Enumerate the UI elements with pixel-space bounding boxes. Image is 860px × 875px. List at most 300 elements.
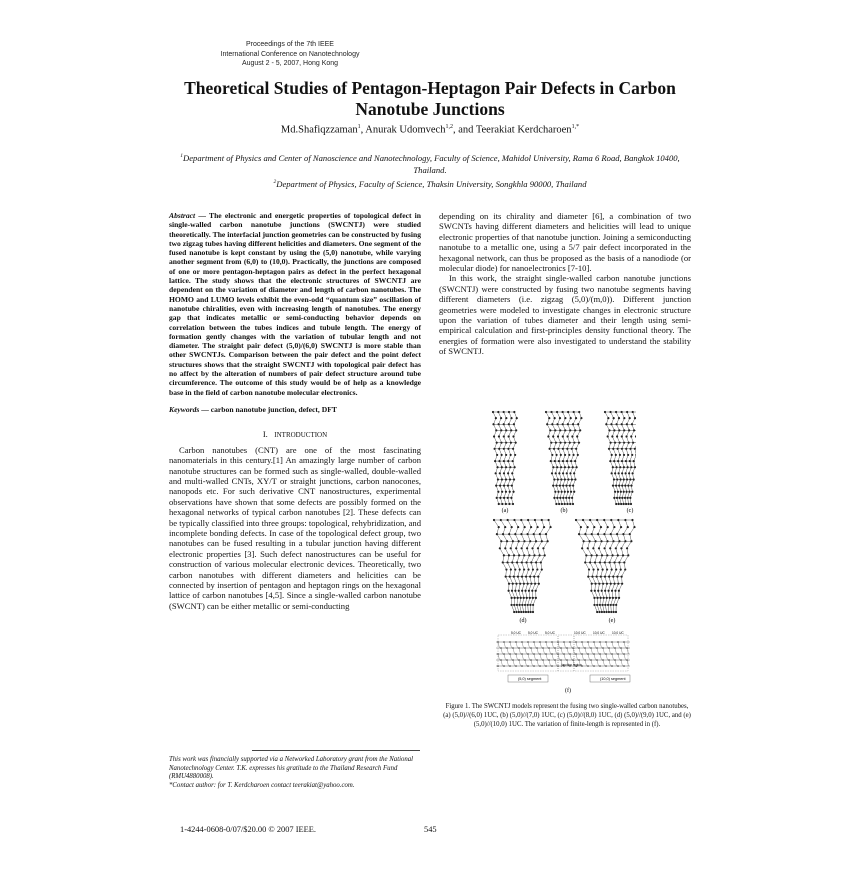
atom <box>505 466 507 468</box>
atom <box>619 442 621 444</box>
atom <box>606 540 608 542</box>
atom <box>591 533 593 535</box>
atom <box>566 448 568 450</box>
atom <box>512 460 514 462</box>
atom <box>510 604 512 606</box>
atom <box>499 497 501 499</box>
label-f: (f) <box>565 688 571 694</box>
atom <box>541 519 543 521</box>
atom <box>607 590 609 592</box>
atom <box>634 466 636 468</box>
atom <box>631 454 633 456</box>
atom <box>507 497 509 499</box>
atom <box>588 540 590 542</box>
atom <box>621 423 623 425</box>
atom <box>615 485 617 487</box>
atom <box>610 611 612 613</box>
atom <box>573 472 575 474</box>
f-top-label-5: 10,0 UC <box>593 631 605 635</box>
atom <box>503 435 505 437</box>
atom <box>510 417 512 419</box>
atom <box>549 448 551 450</box>
atom <box>511 526 513 528</box>
footnote-rule <box>252 750 420 751</box>
atom <box>628 491 630 493</box>
atom <box>621 472 623 474</box>
strip-atom <box>521 665 523 667</box>
atom <box>513 423 515 425</box>
atom <box>532 611 534 613</box>
atom <box>596 519 598 521</box>
atom <box>559 417 561 419</box>
abstract <box>169 211 421 397</box>
atom <box>621 448 623 450</box>
strip-atom <box>587 665 589 667</box>
atom <box>537 576 539 578</box>
atom <box>514 597 516 599</box>
atom <box>505 503 507 505</box>
atom <box>498 460 500 462</box>
atom <box>603 533 605 535</box>
atom <box>611 568 613 570</box>
proc-line-2: International Conference on Nanotechnology <box>220 50 360 58</box>
atom <box>544 554 546 556</box>
atom <box>522 611 524 613</box>
atom <box>599 561 601 563</box>
atom <box>618 417 620 419</box>
atom <box>626 478 628 480</box>
atom <box>611 554 613 556</box>
atom <box>553 448 555 450</box>
atom <box>514 466 516 468</box>
atom <box>503 460 505 462</box>
atom <box>558 503 560 505</box>
atom <box>625 472 627 474</box>
atom <box>624 485 626 487</box>
strip-atom <box>623 665 625 667</box>
atom <box>569 503 571 505</box>
atom <box>572 485 574 487</box>
atom <box>501 454 503 456</box>
atom <box>564 491 566 493</box>
atom <box>594 540 596 542</box>
atom <box>573 411 575 413</box>
f-top-label-3: 5,0 UC <box>545 631 555 635</box>
atom <box>620 526 622 528</box>
atom <box>498 503 500 505</box>
atom <box>494 460 496 462</box>
atom <box>515 429 517 431</box>
atom <box>569 485 571 487</box>
atom <box>603 597 605 599</box>
atom <box>560 478 562 480</box>
atom <box>612 540 614 542</box>
proceedings-header <box>190 40 390 69</box>
atom <box>496 533 498 535</box>
atom <box>569 472 571 474</box>
strip-atom <box>509 665 511 667</box>
atom <box>628 472 630 474</box>
atom <box>518 590 520 592</box>
affiliation-1-text: Department of Physics and Center of Nanoscience and Nanotechnology, Faculty of Science, Mahidol University, Rama 6 Road, Bangkok 10400, Thailand. <box>183 152 680 175</box>
label-e: (e) <box>608 618 616 624</box>
atom <box>596 576 598 578</box>
strip-atom <box>515 665 517 667</box>
atom <box>505 442 507 444</box>
atom <box>627 503 629 505</box>
atom <box>564 417 566 419</box>
atom <box>567 478 569 480</box>
atom <box>519 568 521 570</box>
atom <box>615 611 617 613</box>
atom <box>510 442 512 444</box>
atom <box>604 576 606 578</box>
atom <box>598 611 600 613</box>
atom <box>559 485 561 487</box>
atom <box>497 478 499 480</box>
atom <box>629 533 631 535</box>
atom <box>531 547 533 549</box>
atom <box>606 583 608 585</box>
atom <box>554 429 556 431</box>
atom <box>604 561 606 563</box>
atom <box>555 442 557 444</box>
atom <box>514 568 516 570</box>
atom <box>611 472 613 474</box>
atom <box>501 478 503 480</box>
atom <box>520 533 522 535</box>
atom <box>505 417 507 419</box>
atom <box>571 478 573 480</box>
atom <box>562 448 564 450</box>
atom <box>559 429 561 431</box>
atom <box>518 611 520 613</box>
author-sep-1: , Anurak Udomvech <box>360 124 446 136</box>
atom <box>530 611 532 613</box>
atom <box>587 547 589 549</box>
atom <box>594 561 596 563</box>
atom <box>529 604 531 606</box>
atom <box>577 454 579 456</box>
atom <box>532 568 534 570</box>
atom <box>627 554 629 556</box>
atom <box>613 460 615 462</box>
atom <box>632 411 634 413</box>
atom <box>566 460 568 462</box>
atom <box>529 540 531 542</box>
atom <box>613 611 615 613</box>
atom <box>618 561 620 563</box>
atom <box>559 497 561 499</box>
atom <box>503 554 505 556</box>
atom <box>576 435 578 437</box>
atom <box>513 411 515 413</box>
atom <box>572 466 574 468</box>
affiliation-1-mark: 1 <box>180 153 184 159</box>
atom <box>562 423 564 425</box>
atom <box>568 466 570 468</box>
atom <box>567 435 569 437</box>
atom <box>621 460 623 462</box>
atom <box>547 519 549 521</box>
atom <box>608 448 610 450</box>
atom <box>509 491 511 493</box>
atom <box>590 554 592 556</box>
atom <box>617 519 619 521</box>
atom <box>581 547 583 549</box>
atom <box>631 472 633 474</box>
atom <box>587 576 589 578</box>
atom <box>613 417 615 419</box>
figure-1-nanotube-models <box>478 404 636 698</box>
atom <box>526 597 528 599</box>
affiliation-2-mark: 2 <box>273 178 277 185</box>
atom <box>501 466 503 468</box>
atom <box>565 485 567 487</box>
atom <box>507 472 509 474</box>
atom <box>611 454 613 456</box>
atom <box>597 533 599 535</box>
strip-atom <box>617 665 619 667</box>
atom <box>511 590 513 592</box>
atom <box>526 547 528 549</box>
atom <box>631 519 633 521</box>
atom <box>568 454 570 456</box>
atom <box>622 554 624 556</box>
left-column <box>169 211 421 611</box>
atom <box>524 526 526 528</box>
atom <box>615 597 617 599</box>
atom <box>575 417 577 419</box>
atom <box>618 485 620 487</box>
atom <box>530 561 532 563</box>
atom <box>575 448 577 450</box>
atom <box>621 497 623 499</box>
atom <box>564 478 566 480</box>
author-sep-2: , and Teerakiat Kerdcharoen <box>452 124 572 136</box>
atom <box>613 561 615 563</box>
atom <box>570 460 572 462</box>
atom <box>596 611 598 613</box>
atom <box>493 519 495 521</box>
atom <box>555 472 557 474</box>
atom <box>527 583 529 585</box>
atom <box>493 435 495 437</box>
label-c: (c) <box>626 508 634 514</box>
atom <box>569 442 571 444</box>
atom <box>553 478 555 480</box>
atom <box>513 576 515 578</box>
atom <box>516 561 518 563</box>
atom <box>498 526 500 528</box>
atom <box>588 568 590 570</box>
atom <box>505 454 507 456</box>
atom <box>623 429 625 431</box>
atom <box>578 533 580 535</box>
atom <box>574 478 576 480</box>
atom <box>607 417 609 419</box>
atom <box>612 466 614 468</box>
atom <box>567 491 569 493</box>
f-top-label-6: 10,0 UC <box>612 631 624 635</box>
atom <box>626 411 628 413</box>
atom <box>547 435 549 437</box>
atom <box>536 526 538 528</box>
atom <box>620 547 622 549</box>
atom <box>611 435 613 437</box>
atom <box>634 417 636 419</box>
atom <box>612 576 614 578</box>
atom <box>529 597 531 599</box>
atom <box>516 604 518 606</box>
atom <box>608 429 610 431</box>
atom <box>625 448 627 450</box>
atom <box>570 417 572 419</box>
atom <box>510 568 512 570</box>
atom <box>548 417 550 419</box>
atom <box>521 576 523 578</box>
atom <box>566 503 568 505</box>
atom <box>549 429 551 431</box>
atom <box>552 435 554 437</box>
atom <box>561 491 563 493</box>
atom <box>601 590 603 592</box>
atom <box>554 460 556 462</box>
atom <box>632 442 634 444</box>
f-segment-right: (10,0) segment <box>600 677 626 681</box>
atom <box>624 519 626 521</box>
atom <box>623 466 625 468</box>
atom <box>528 590 530 592</box>
atom <box>520 519 522 521</box>
atom <box>527 568 529 570</box>
atom <box>631 491 633 493</box>
intro-paragraph-1: Carbon nanotubes (CNT) are one of the most fascinating nanomaterials in this century.[1] An amazingly large number of carbon nanotube structures can be formed such as single-walled, double-walled and multi-walled CNTs, XY/T or straight junctions, carbon nanocones, nanopods etc. For such derivative CNT nanostructures, experimental observations have shown that some defects are possibly formed on the hexagonal networks of typical carbon nanotubes [2]. These defects can be typically classified into three groups: topological, rehybridization, and incomplete bonding defects. In case of the topological defect group, two nanotubes can be fused resulting in a tubular junction having different electronic properties [3]. Such defect nanostructures can be useful for construction of various molecular electronic devices. Theoretically, two carbon nanotubes with different diameters and helicities can be connected by insertion of pentagon and heptagon rings on the hexagonal lattice of carbon nanotubes [4,5]. Since a single-walled carbon nanotube (SWCNT) can be either metallic or semi-conducting <box>169 444 422 611</box>
section-title: INTRODUCTION <box>274 431 328 440</box>
atom <box>604 590 606 592</box>
atom <box>618 503 620 505</box>
atom <box>624 540 626 542</box>
atom <box>556 411 558 413</box>
atom <box>589 561 591 563</box>
atom <box>523 568 525 570</box>
right-column <box>439 211 691 357</box>
atom <box>494 448 496 450</box>
atom <box>535 590 537 592</box>
atom <box>533 533 535 535</box>
atom <box>573 491 575 493</box>
atom <box>512 540 514 542</box>
atom <box>513 604 515 606</box>
atom <box>552 466 554 468</box>
atom <box>582 519 584 521</box>
atom <box>506 561 508 563</box>
atom <box>578 411 580 413</box>
atom <box>536 568 538 570</box>
atom <box>585 554 587 556</box>
atom <box>600 576 602 578</box>
atom <box>505 429 507 431</box>
affiliation-2-text: Department of Physics, Faculty of Science, Thaksin University, Songkhla 90000, Thailand <box>276 178 587 189</box>
atom <box>604 604 606 606</box>
atom <box>562 485 564 487</box>
label-b: (b) <box>560 508 568 514</box>
footnotes <box>169 756 421 790</box>
atom <box>574 429 576 431</box>
atom <box>609 597 611 599</box>
atom <box>535 561 537 563</box>
intro-paragraph-2: In this work, the straight single-walled carbon nanotube junctions (SWCNTJ) were constructed by fusing two nanotube segments having different diameters (i.e. zigzag (5,0)/(m,0)). Different junction geometries were modeled to investigate changes in electronic structure upon the variation of tubes diameter and their length using semi-empirical calculation and first-principles density functional theory. The energies of formation were also investigated to understand the stability of SWCNTJ. <box>439 273 691 357</box>
atom <box>562 472 564 474</box>
atom <box>561 503 563 505</box>
atom <box>613 478 615 480</box>
atom <box>555 485 557 487</box>
atom <box>621 485 623 487</box>
atom <box>625 503 627 505</box>
atom <box>498 435 500 437</box>
atom <box>603 611 605 613</box>
copyright-line: 1-4244-0608-0/07/$20.00 © 2007 IEEE. <box>180 825 316 834</box>
atom <box>589 519 591 521</box>
atom <box>534 583 536 585</box>
atom <box>550 442 552 444</box>
atom <box>564 429 566 431</box>
atom <box>615 466 617 468</box>
atom <box>571 448 573 450</box>
atom <box>619 454 621 456</box>
atom <box>554 417 556 419</box>
atom <box>620 568 622 570</box>
section-heading-introduction <box>169 429 421 440</box>
atom <box>509 576 511 578</box>
atom <box>607 604 609 606</box>
atom <box>615 423 617 425</box>
atom <box>540 561 542 563</box>
atom <box>623 561 625 563</box>
atom <box>602 604 604 606</box>
atom <box>615 568 617 570</box>
affiliation-2 <box>170 176 690 190</box>
atom <box>501 503 503 505</box>
atom <box>502 533 504 535</box>
atom <box>562 435 564 437</box>
atom <box>551 423 553 425</box>
atom <box>515 611 517 613</box>
atom <box>616 576 618 578</box>
atom <box>634 448 636 450</box>
atom <box>601 611 603 613</box>
abstract-dash: — <box>195 211 209 220</box>
atom <box>596 554 598 556</box>
atom <box>591 576 593 578</box>
atom <box>541 568 543 570</box>
strip-atom <box>527 665 529 667</box>
atom <box>627 526 629 528</box>
atom <box>549 526 551 528</box>
atom <box>507 485 509 487</box>
atom <box>520 611 522 613</box>
atom <box>514 533 516 535</box>
atom <box>525 611 527 613</box>
atom <box>515 547 517 549</box>
atom <box>501 491 503 493</box>
atom <box>495 472 497 474</box>
strip-atom <box>593 665 595 667</box>
strip-atom <box>611 665 613 667</box>
atom <box>533 576 535 578</box>
atom <box>633 429 635 431</box>
atom <box>610 533 612 535</box>
